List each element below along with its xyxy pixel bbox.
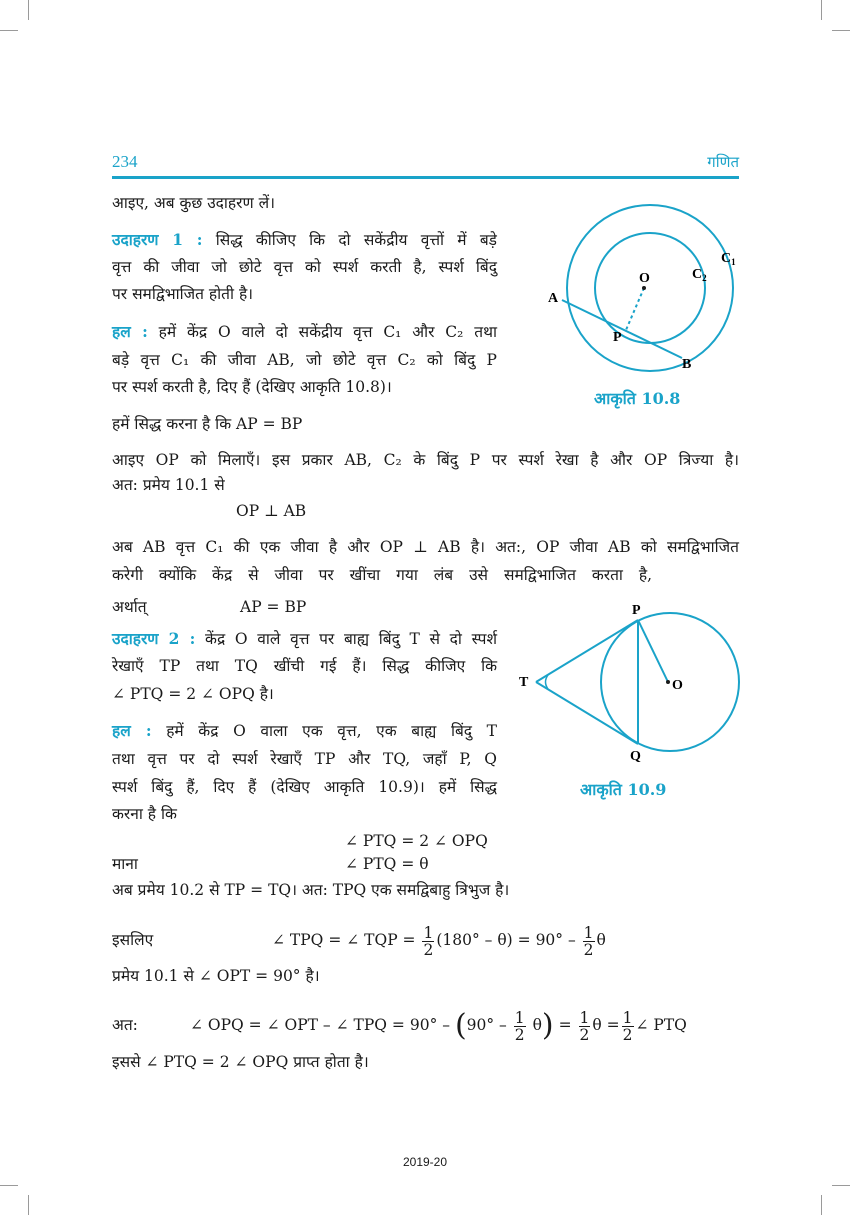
theorem-line: प्रमेय 10.1 से ∠ OPT = 90° है। <box>112 967 320 985</box>
radius-op <box>626 288 644 330</box>
label-q: Q <box>630 749 641 764</box>
example2-line: ∠ PTQ = 2 ∠ OPQ है। <box>112 685 274 703</box>
center-o <box>666 680 670 684</box>
body-line: करेगी क्योंकि केंद्र से जीवा पर खींचा गया लंब उसे समद्विभाजित करता है, <box>112 566 652 584</box>
body-line: आइए OP को मिलाएँ। इस प्रकार AB, C₂ के बिंदु P पर स्पर्श रेखा है और OP त्रिज्या है। <box>112 451 739 469</box>
label-p: P <box>613 330 622 345</box>
label-o: O <box>672 678 683 693</box>
hence-word: अत: <box>112 1016 138 1034</box>
example2-line: रेखाएँ TP तथा TQ खींची गई हैं। सिद्ध कीजिए कि <box>112 657 497 675</box>
figure-caption: आकृति 10.9 <box>580 780 667 799</box>
crop-mark <box>28 0 29 20</box>
crop-mark <box>832 1185 850 1186</box>
figure-10-9 <box>510 600 760 765</box>
body-line: अब AB वृत्त C₁ की एक जीवा है और OP ⊥ AB है। अत:, OP जीवा AB को समद्विभाजित <box>112 538 739 556</box>
let-word: माना <box>112 855 138 873</box>
radius-op <box>638 620 668 682</box>
hence-equation: ∠ OPQ = ∠ OPT – ∠ TPQ = 90° – (90° – $\frac{1}{2}$ θ) = $\frac{1}{2}$ θ = $\frac{1}{2}$ ∠ PTQ <box>190 1008 687 1044</box>
solution2-line: स्पर्श बिंदु हैं, दिए हैं (देखिए आकृति 10.9)। हमें सिद्ध <box>112 778 497 796</box>
fraction: $\frac{1}{2}$ <box>622 1008 633 1044</box>
crop-mark <box>28 1195 29 1215</box>
center-o <box>642 286 646 290</box>
body-line: अत: प्रमेय 10.1 से <box>112 476 225 494</box>
fraction: $\frac{1}{2}$ <box>583 923 594 959</box>
example2-label: उदाहरण 2 : <box>112 629 196 648</box>
conclusion-equation: AP = BP <box>240 598 307 616</box>
subject-title: गणित <box>707 153 739 171</box>
fraction: $\frac{1}{2}$ <box>423 923 434 959</box>
solution1-line: बड़े वृत्त C₁ की जीवा AB, जो छोटे वृत्त C₂ को बिंदु P <box>112 351 497 369</box>
crop-mark <box>0 1185 18 1186</box>
label-b: B <box>682 357 692 372</box>
example1-label: उदाहरण 1 : <box>112 230 203 249</box>
header-rule <box>112 176 739 179</box>
tangent-tp <box>536 620 638 682</box>
crop-mark <box>832 30 850 31</box>
equation: ∠ PTQ = 2 ∠ OPQ <box>345 832 488 850</box>
example2-line: उदाहरण 2 : केंद्र O वाले वृत्त पर बाह्य बिंदु T से दो स्पर्श <box>112 629 497 648</box>
fraction: $\frac{1}{2}$ <box>579 1008 590 1044</box>
final-line: इससे ∠ PTQ = 2 ∠ OPQ प्राप्त होता है। <box>112 1053 369 1071</box>
chord-ab <box>562 300 682 358</box>
prove-statement: हमें सिद्ध करना है कि AP = BP <box>112 415 303 433</box>
label-a: A <box>548 291 559 306</box>
crop-mark <box>821 1195 822 1215</box>
label-c2: $C_2$ <box>692 267 707 283</box>
example1-line: पर समद्विभाजित होती है। <box>112 285 254 303</box>
figure-caption: आकृति 10.8 <box>594 389 681 408</box>
fraction: $\frac{1}{2}$ <box>514 1008 525 1044</box>
solution1-label: हल : <box>112 322 148 341</box>
intro-line: आइए, अब कुछ उदाहरण लें। <box>112 194 276 212</box>
outer-circle-c1 <box>567 205 733 371</box>
therefore-equation: ∠ TPQ = ∠ TQP = $\frac{1}{2}$ (180° – θ) = 90° – $\frac{1}{2}$ θ <box>272 923 606 959</box>
solution2-line: हल : हमें केंद्र O वाला एक वृत्त, एक बाह्य बिंदु T <box>112 721 497 740</box>
solution1-line: हल : हमें केंद्र O वाले दो सकेंद्रीय वृत्त C₁ और C₂ तथा <box>112 322 497 341</box>
inner-circle-c2 <box>595 233 705 343</box>
label-t: T <box>519 675 529 690</box>
solution2-line: तथा वृत्त पर दो स्पर्श रेखाएँ TP और TQ, जहाँ P, Q <box>112 750 497 768</box>
let-equation: ∠ PTQ = θ <box>345 855 429 873</box>
page-number: 234 <box>112 152 138 171</box>
solution1-line: पर स्पर्श करती है, दिए हैं (देखिए आकृति 10.8)। <box>112 378 392 396</box>
crop-mark <box>0 30 18 31</box>
page-footer: 2019-20 <box>402 1155 448 1169</box>
label-p: P <box>632 603 641 618</box>
example1-line: वृत्त की जीवा जो छोटे वृत्त को स्पर्श करती है, स्पर्श बिंदु <box>112 258 497 276</box>
tangent-tq <box>536 682 638 744</box>
solution2-label: हल : <box>112 721 152 740</box>
solution2-line: करना है कि <box>112 805 177 823</box>
equation: OP ⊥ AB <box>236 502 307 520</box>
therefore-word: इसलिए <box>112 931 154 949</box>
figure-10-8 <box>540 200 780 380</box>
crop-mark <box>821 0 822 20</box>
conclusion-word: अर्थात् <box>112 598 147 616</box>
label-c1: $C_1$ <box>721 251 736 267</box>
example1-line: उदाहरण 1 : सिद्ध कीजिए कि दो सकेंद्रीय वृत्तों में बड़े <box>112 230 497 249</box>
body-line: अब प्रमेय 10.2 से TP = TQ। अत: TPQ एक समद्विबाहु त्रिभुज है। <box>112 881 510 899</box>
label-o: O <box>639 271 650 286</box>
